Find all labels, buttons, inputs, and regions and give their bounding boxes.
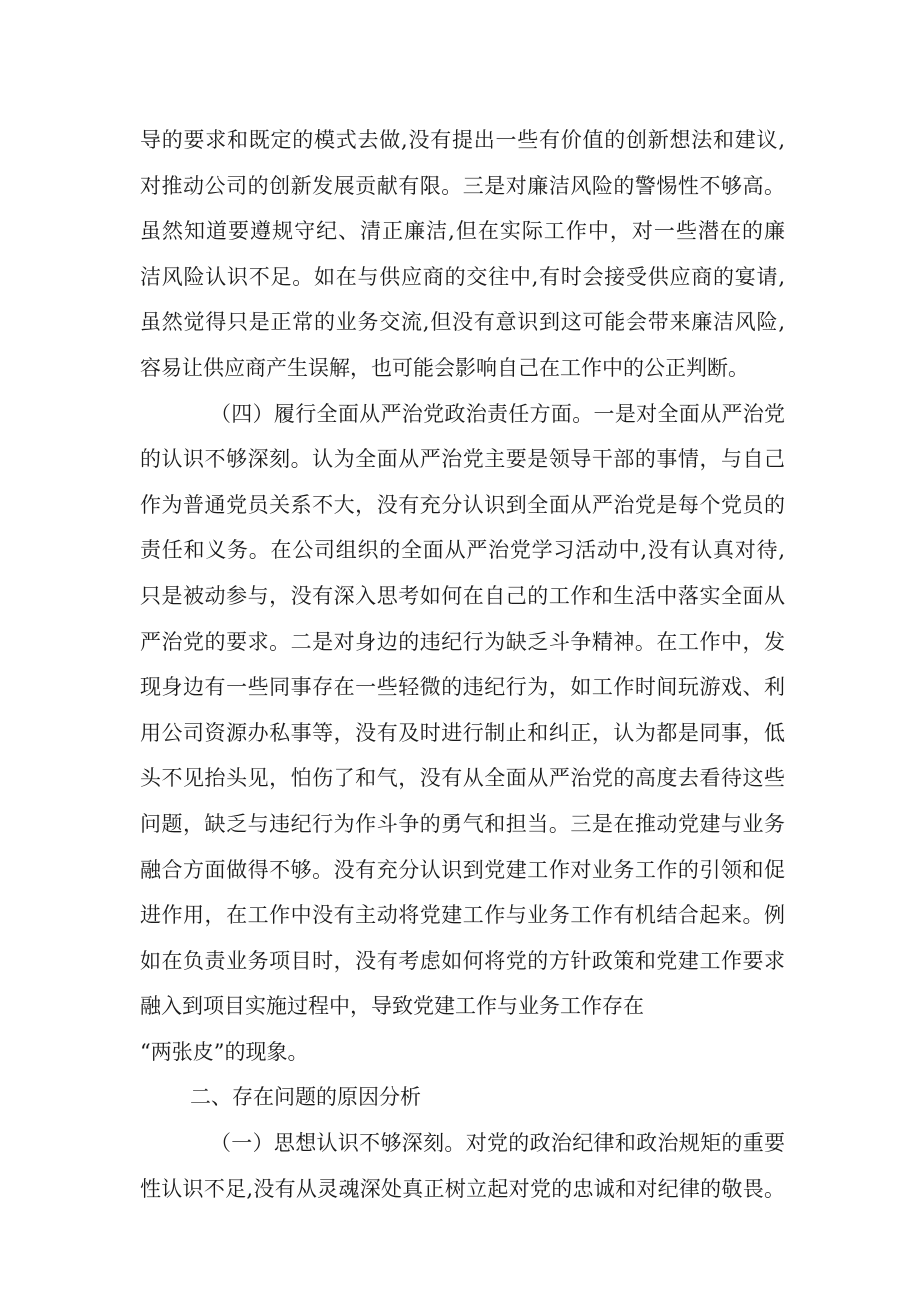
- text-line: 性认识不足,没有从灵魂深处真正树立起对党的忠诚和对纪律的敬畏。: [140, 1176, 785, 1201]
- text-line: 对推动公司的创新发展贡献有限。三是对廉洁风险的警惕性不够高。: [140, 173, 785, 198]
- text-line: 如在负责业务项目时，没有考虑如何将党的方针政策和党建工作要求: [140, 948, 785, 973]
- text-line: 用公司资源办私事等，没有及时进行制止和纠正，认为都是同事，低: [140, 720, 785, 745]
- text-line: 导的要求和既定的模式去做,没有提出一些有价值的创新想法和建议,: [140, 128, 785, 152]
- section-paragraph-start: （四）履行全面从严治党政治责任方面。一是对全面从严治党: [210, 401, 785, 426]
- text-line: 容易让供应商产生误解，也可能会影响自己在工作中的公正判断。: [140, 355, 749, 380]
- text-line: 的认识不够深刻。认为全面从严治党主要是领导干部的事情，与自己: [140, 447, 785, 472]
- body-text: [140, 118, 785, 1212]
- text-line: 洁风险认识不足。如在与供应商的交往中,有时会接受供应商的宴请,: [140, 264, 785, 289]
- text-line: 责任和义务。在公司组织的全面从严治党学习活动中,没有认真对待,: [140, 538, 785, 563]
- section-heading: 二、存在问题的原因分析: [190, 1085, 421, 1110]
- text-line: 作为普通党员关系不大，没有充分认识到全面从严治党是每个党员的: [140, 492, 785, 517]
- text-line: 只是被动参与，没有深入思考如何在自己的工作和生活中落实全面从: [140, 583, 785, 608]
- text-line: 虽然知道要遵规守纪、清正廉洁,但在实际工作中，对一些潜在的廉: [140, 219, 785, 244]
- text-line: 进作用，在工作中没有主动将党建工作与业务工作有机结合起来。例: [140, 903, 785, 928]
- text-line: 严治党的要求。二是对身边的违纪行为缺乏斗争精神。在工作中，发: [140, 629, 785, 654]
- text-line: 融入到项目实施过程中，导致党建工作与业务工作存在: [140, 994, 644, 1019]
- text-line: “两张皮”的现象。: [140, 1039, 309, 1064]
- text-line: 融合方面做得不够。没有充分认识到党建工作对业务工作的引领和促: [140, 857, 785, 882]
- section-paragraph-start: （一）思想认识不够深刻。对党的政治纪律和政治规矩的重要: [210, 1131, 785, 1156]
- text-line: 现身边有一些同事存在一些轻微的违纪行为，如工作时间玩游戏、利: [140, 675, 785, 700]
- text-line: 头不见抬头见，怕伤了和气，没有从全面从严治党的高度去看待这些: [140, 766, 785, 791]
- text-line: 问题，缺乏与违纪行为作斗争的勇气和担当。三是在推动党建与业务: [140, 811, 785, 836]
- text-line: 虽然觉得只是正常的业务交流,但没有意识到这可能会带来廉洁风险,: [140, 310, 785, 335]
